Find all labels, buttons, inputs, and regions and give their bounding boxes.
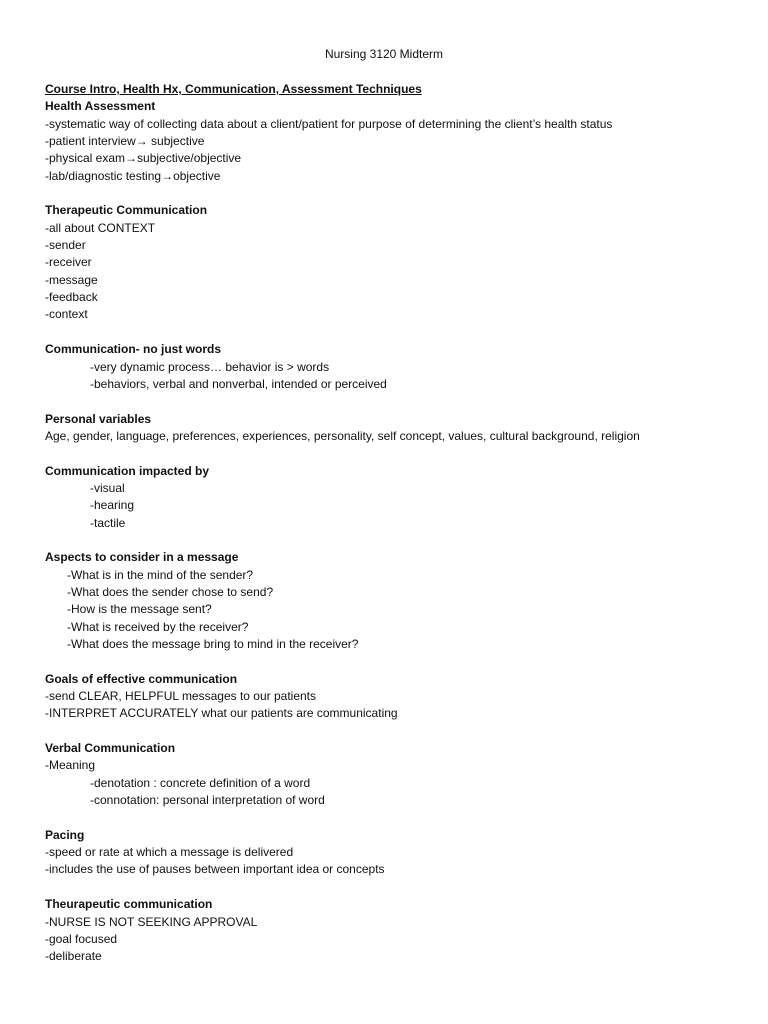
aspects-title: Aspects to consider in a message [45, 550, 239, 565]
theurapeutic-title: Theurapeutic communication [45, 897, 213, 912]
therapeutic-communication-title: Therapeutic Communication [45, 203, 208, 218]
goals-item: -send CLEAR, HELPFUL messages to our patients [45, 689, 317, 704]
therapeutic-communication-item: -feedback [45, 290, 98, 305]
communication-item: -very dynamic process… behavior is > words [90, 359, 330, 374]
verbal-item: -connotation: personal interpretation of word [90, 793, 325, 808]
aspects-item: -What does the sender chose to send? [67, 584, 274, 599]
document-body [45, 81, 745, 966]
aspects-item: -How is the message sent? [67, 602, 212, 617]
pacing-title: Pacing [45, 827, 85, 842]
aspects-item: -What does the message bring to mind in the receiver? [67, 637, 359, 651]
therapeutic-communication-item: -sender [45, 238, 86, 253]
theurapeutic-item: -NURSE IS NOT SEEKING APPROVAL [45, 914, 258, 929]
theurapeutic-item: -goal focused [45, 931, 118, 946]
goals-item: -INTERPRET ACCURATELY what our patients are communicating [45, 706, 398, 721]
therapeutic-communication-item: -receiver [45, 255, 92, 270]
communication-impacted-item: -visual [90, 480, 125, 495]
verbal-item: -denotation : concrete definition of a word [90, 775, 311, 790]
communication-title: Communication- no just words [45, 342, 221, 357]
aspects-item: -What is received by the receiver? [67, 619, 249, 634]
pacing-item: -speed or rate at which a message is delivered [45, 845, 294, 860]
goals-title: Goals of effective communication [45, 671, 238, 686]
health-assessment-item: -patient interview→ subjective [45, 134, 205, 149]
personal-variables-text: Age, gender, language, preferences, experiences, personality, self concept, values, cultural background, religion [45, 428, 640, 443]
personal-variables-title: Personal variables [45, 411, 152, 426]
health-assessment-item: -physical exam→subjective/objective [45, 151, 242, 166]
communication-item: -behaviors, verbal and nonverbal, intended or perceived [90, 376, 387, 391]
therapeutic-communication-item: -all about CONTEXT [45, 220, 156, 235]
communication-impacted-item: -hearing [90, 498, 135, 513]
verbal-title: Verbal Communication [45, 741, 176, 756]
pacing-item: -includes the use of pauses between important idea or concepts [45, 862, 385, 877]
communication-impacted-item: -tactile [90, 515, 126, 530]
communication-impacted-title: Communication impacted by [45, 463, 210, 478]
therapeutic-communication-item: -context [45, 307, 88, 322]
health-assessment-title: Health Assessment [45, 99, 156, 114]
theurapeutic-item: -deliberate [45, 949, 102, 964]
therapeutic-communication-item: -message [45, 272, 98, 287]
document-title: Nursing 3120 Midterm [324, 47, 444, 61]
health-assessment-item: -systematic way of collecting data about a client/patient for purpose of determining the client’s health status [45, 116, 613, 131]
aspects-item: -What is in the mind of the sender? [67, 567, 254, 582]
health-assessment-item: -lab/diagnostic testing→objective [45, 168, 221, 183]
verbal-meaning: -Meaning [45, 758, 96, 773]
section-heading: Course Intro, Health Hx, Communication, Assessment Techniques [45, 82, 422, 96]
